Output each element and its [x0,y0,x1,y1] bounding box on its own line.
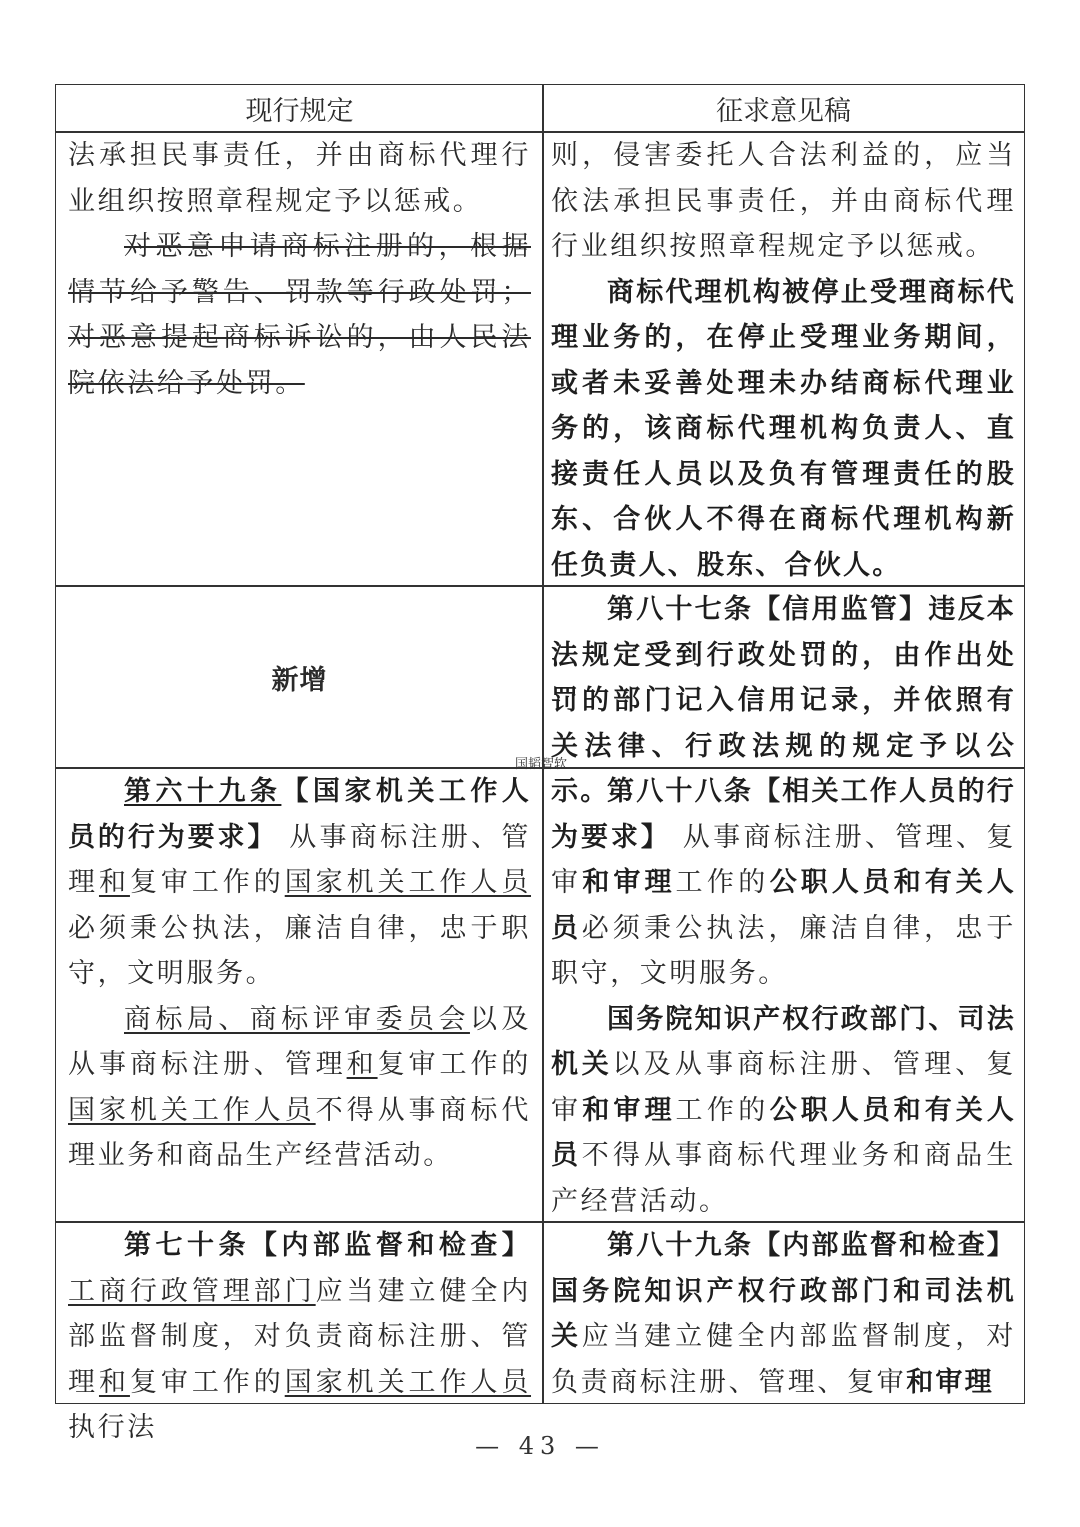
revised-text: 和审理 [906,1366,994,1398]
text-run: 执行法 [68,1412,157,1443]
row1-left-cell [56,133,542,585]
text-run: 以及从事商标注册、管理、复审 [551,1049,1016,1126]
column-divider [542,85,544,1403]
header-draft: 征求意见稿 [716,95,851,127]
changed-text: 国家机关工作人员 [68,1094,316,1126]
changed-text: 国家机关工作人员 [284,1366,532,1398]
paragraph [551,133,1016,270]
row4-right-cell [544,1223,1026,1403]
revised-text: 违反本法规定受到行政处罚的，由作出处罚的部门记入信用记录，并依照有关法律、行政法规的规定予以公示。 [551,594,1016,807]
row2-right-cell [544,587,1026,807]
comparison-table [55,84,1025,1443]
revised-text: 公职人员和有关人员 [551,1094,1016,1171]
revised-text: 商标代理机构被停止受理商标代理业务的，在停止受理业务期间，或者未妥善处理未办结商标代理业务的，该商标代理机构负责人、直接责任人员以及负有管理责任的股东、合伙人不得在商标代理机构新任负责人、股东、合伙人。 [551,276,1016,581]
paragraph [551,769,1016,997]
text-run: 应当建立健全内部监督制度，对负责商标注册、管理 [68,1275,531,1398]
paragraph [551,997,1016,1225]
paragraph [68,769,531,997]
row2-left-cell [56,587,542,767]
changed-text: 国家机关工作人员 [284,867,532,898]
row3-left-cell [56,769,542,1221]
paragraph [68,1223,531,1451]
page-number: — 43 — [475,1432,605,1460]
changed-text: 商标局、商标评审委员会 [124,1003,470,1035]
revised-text: 第六十九条 [124,776,282,807]
watermark-text: 国韬智软 [515,757,568,772]
revised-text: 和审理 [582,867,676,898]
text-run: 工作的 [675,1094,770,1126]
text-run: 必须秉公执法，廉洁自律，忠于职守，文明服务。 [68,912,531,989]
text-run: 从事商标注册、管理、复审 [551,821,1016,898]
text-run: 不得从事商标代理业务和商品生产经营活动。 [68,1094,531,1171]
row4-left-cell [56,1223,542,1443]
revised-text: 第七十条【内部监督和检查】 [124,1230,531,1261]
paragraph [68,133,531,224]
changed-text: 和 [98,1366,130,1398]
text-run: 从事商标注册、管理 [68,821,531,898]
text-run: 必须秉公执法，廉洁自律，忠于职守，文明服务。 [551,912,1016,989]
changed-text: 工商行政管理部门 [68,1275,316,1307]
changed-text: 和 [98,867,130,898]
revised-text: 第八十七条【信用监管】 [607,594,929,625]
row3-right-cell [544,769,1026,1221]
changed-text: 和 [346,1049,378,1080]
revised-text: 第八十八条【相关工作人员的行为要求】 [551,776,1016,853]
text-run: 复审工作的 [129,867,285,898]
revised-text: 公职人员和有关人员 [551,867,1016,944]
deleted-text: 对恶意申请商标注册的，根据情节给予警告、罚款等行政处罚；对恶意提起商标诉讼的，由人民法院依法给予处罚。 [68,231,531,399]
new-article-label: 新增 [271,664,328,696]
text-run: 复审工作的 [377,1049,532,1080]
text-run: 工作的 [675,867,770,898]
paragraph [551,270,1016,589]
revised-text: 【国家机关工作人员的行为要求】 [68,776,531,853]
text-run: 则，侵害委托人合法利益的，应当依法承担民事责任，并由商标代理行业组织按照章程规定予以惩戒。 [551,140,1016,262]
header-current: 现行规定 [245,95,354,127]
text-run: 不得从事商标代理业务和商品生产经营活动。 [551,1140,1016,1217]
row1-right-cell [544,133,1026,585]
paragraph [551,1223,1016,1405]
revised-text: 第八十九条【内部监督和检查】 [607,1230,1016,1261]
revised-text: 国务院知识产权行政部门和司法机关 [551,1275,1016,1352]
text-run: 以及从事商标注册、管理 [68,1003,532,1080]
text-run: 复审工作的 [129,1366,285,1398]
revised-text: 国务院知识产权行政部门、司法机关 [551,1003,1016,1080]
text-run: 法承担民事责任，并由商标代理行业组织按照章程规定予以惩戒。 [68,140,531,217]
paragraph [68,997,531,1179]
text-run: 应当建立健全内部监督制度，对负责商标注册、管理、复审 [551,1321,1016,1398]
paragraph [68,224,531,406]
revised-text: 和审理 [582,1094,676,1126]
